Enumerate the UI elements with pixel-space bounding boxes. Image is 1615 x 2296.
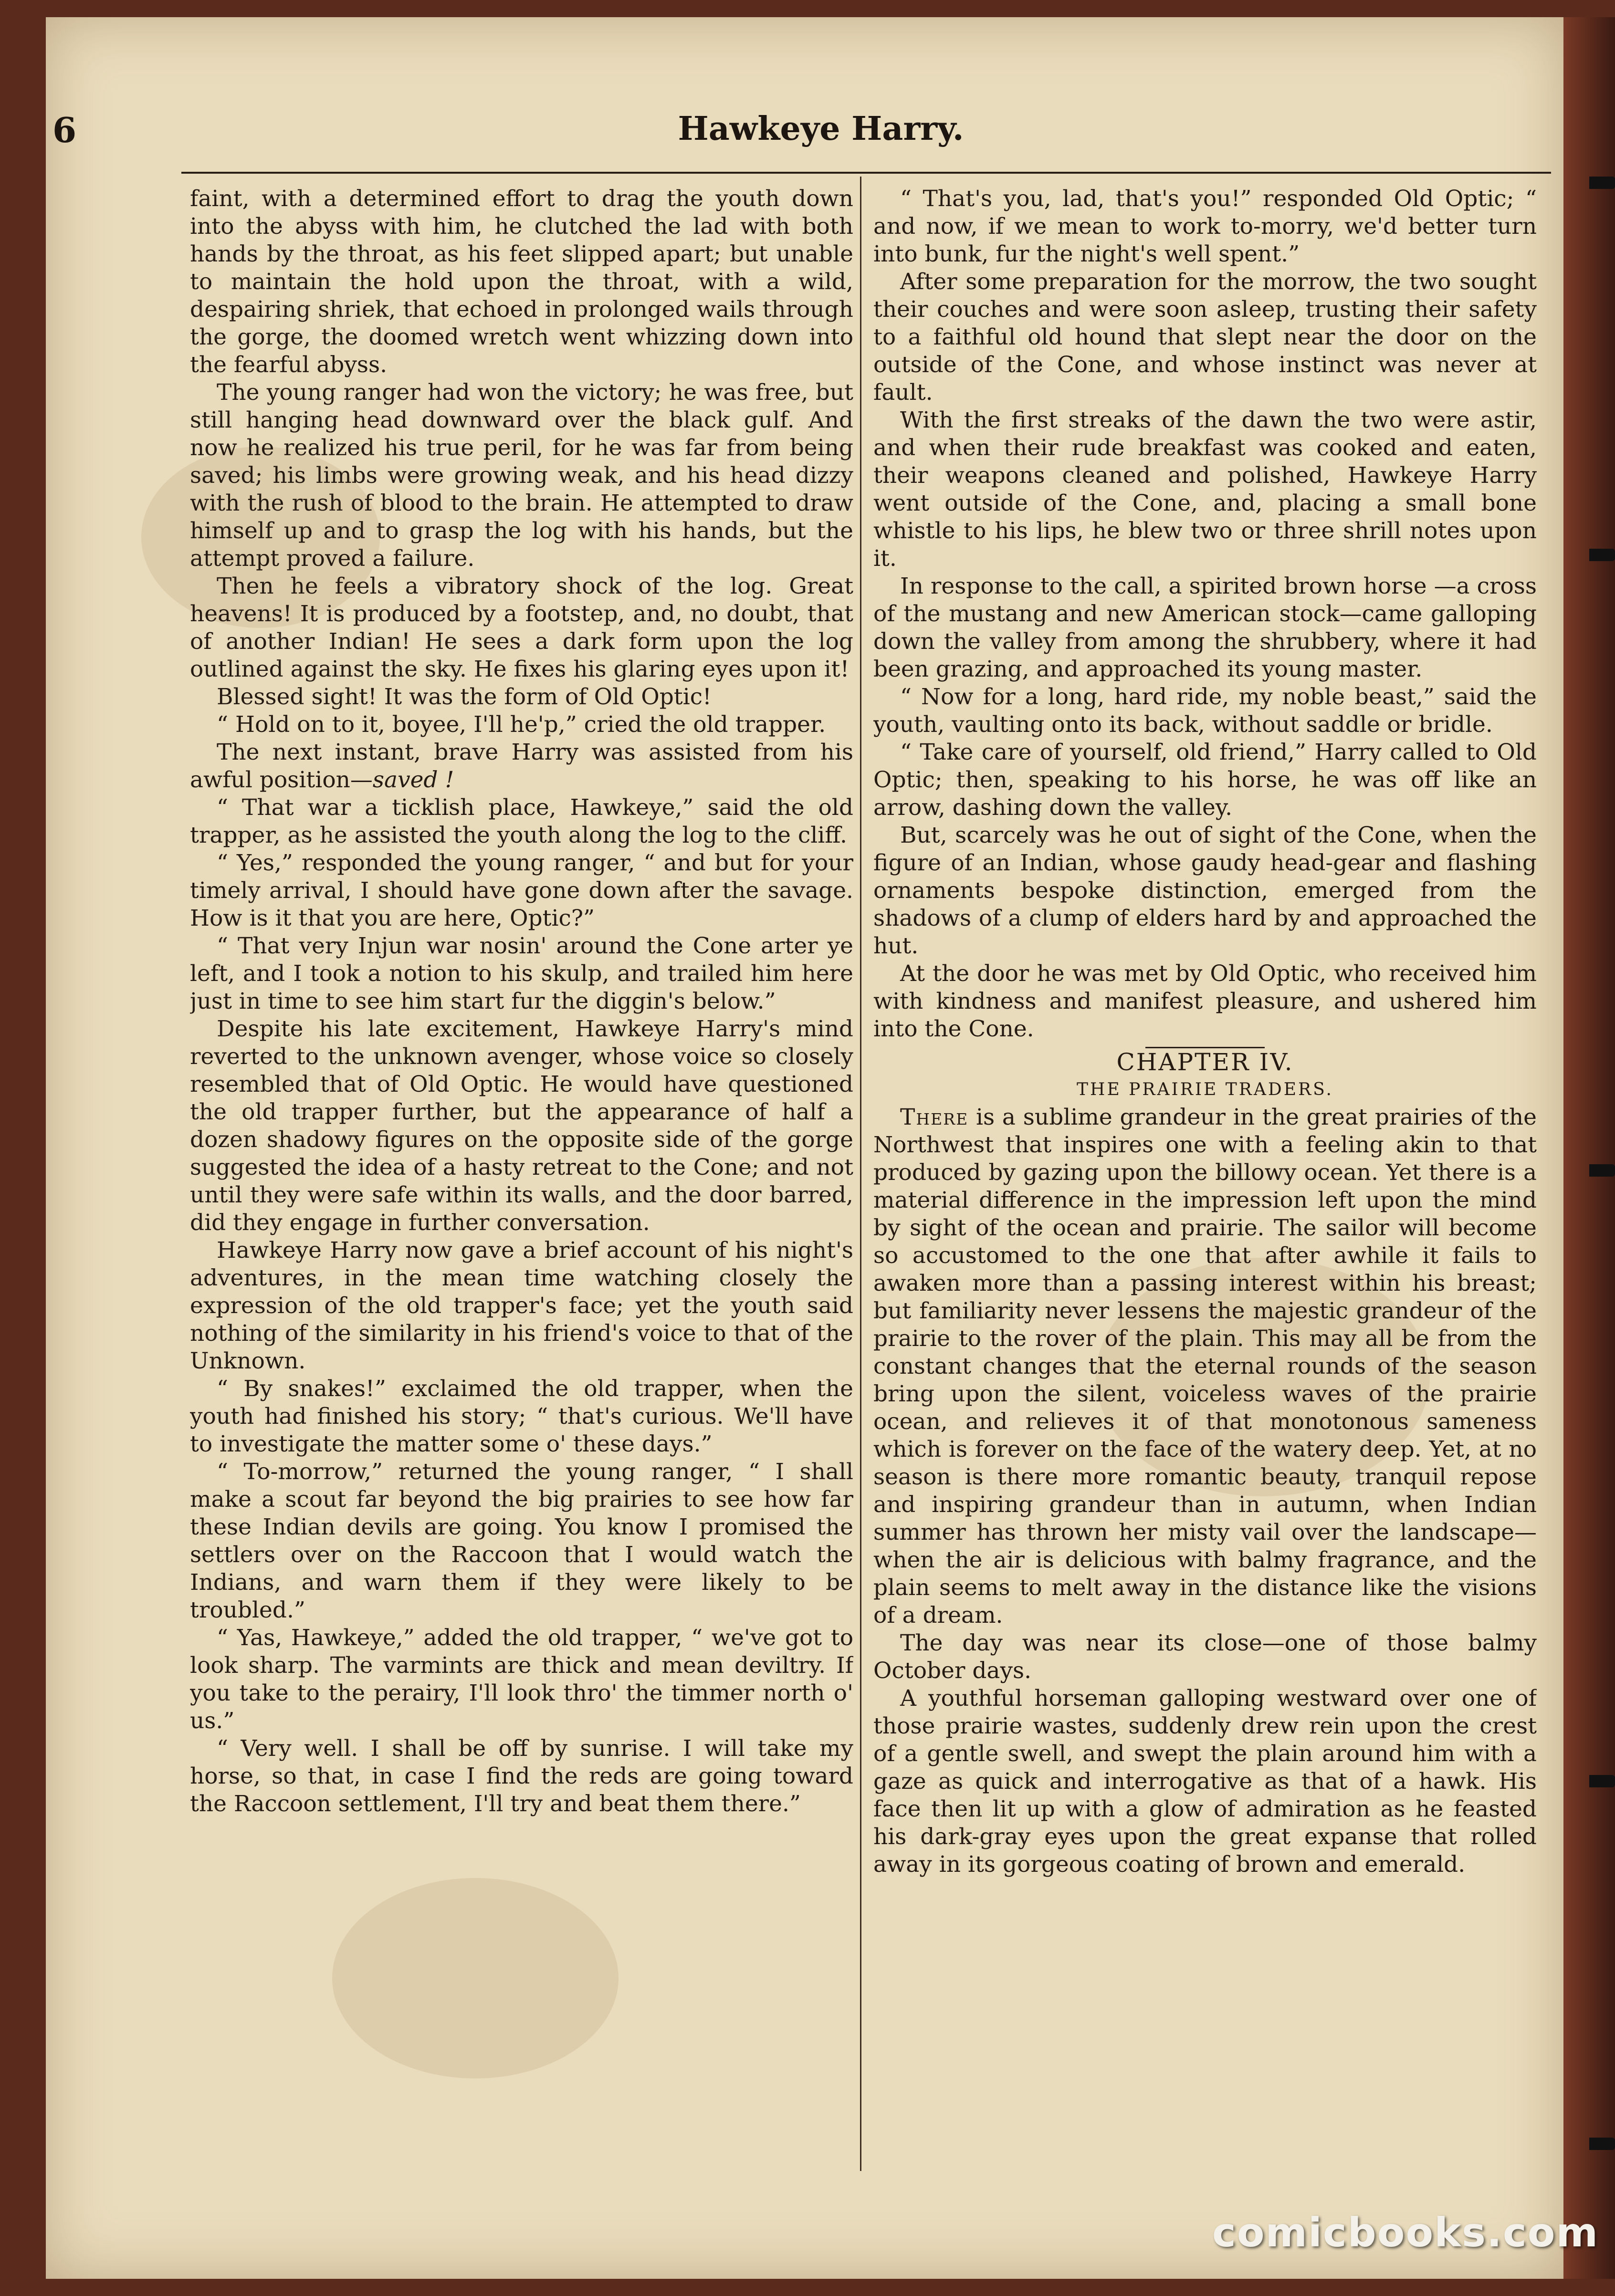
dropword: There bbox=[900, 1104, 969, 1130]
column-divider bbox=[860, 177, 861, 2171]
paragraph: “ Yas, Hawkeye,” added the old trapper, “ we've got to look sharp. The varmints are thick and mean deviltry. If you take to the perairy, I'll look thro' the timmer north o' us.” bbox=[190, 1625, 853, 1734]
paragraph: “ Now for a long, hard ride, my noble beast,” said the youth, vaulting onto its back, without saddle or bridle. bbox=[873, 684, 1537, 738]
header-rule bbox=[181, 172, 1551, 174]
paragraph bbox=[190, 739, 853, 794]
watermark-logo: comicbooks.com bbox=[1212, 2209, 1599, 2256]
paragraph: “ Very well. I shall be off by sunrise. I will take my horse, so that, in case I find the reds are going toward the Raccoon settlement, I'll try and beat them there.” bbox=[190, 1735, 853, 1817]
binding-edge bbox=[1563, 17, 1615, 2279]
left-column bbox=[190, 185, 853, 2194]
paragraph: “ That war a ticklish place, Hawkeye,” said the old trapper, as he assisted the youth along the log to the cliff. bbox=[190, 794, 853, 848]
paragraph: faint, with a determined effort to drag the youth down into the abyss with him, he clutched the lad with both hands by the throat, as his feet slipped apart; but unable to maintain the hold upon the throat, with a wild, despairing shriek, that echoed in prolonged wails through the gorge, the doomed wretch went whizzing down into the fearful abyss. bbox=[190, 186, 853, 378]
paragraph: A youthful horseman galloping westward over one of those prairie wastes, suddenly drew rein upon the crest of a gentle swell, and swept the plain around him with a gaze as quick and interrogative as that of a hawk. His face then lit up with a glow of admiration as he feasted his dark-gray eyes upon the great expanse that rolled away in its gorgeous coating of brown and emerald. bbox=[873, 1685, 1537, 1878]
paragraph bbox=[873, 1104, 1537, 1629]
paragraph: At the door he was met by Old Optic, who received him with kindness and manifest pleasure, and ushered him into the Cone. bbox=[873, 960, 1537, 1042]
paragraph: In response to the call, a spirited brown horse —a cross of the mustang and new American stock—came galloping down the valley from among the shrubbery, where it had been grazing, and approached its young master. bbox=[873, 573, 1537, 682]
paragraph-text: is a sublime grandeur in the great prairies of the Northwest that inspires one with a feeling akin to that produced by gazing upon the billowy ocean. Yet there is a material difference in the impression left upon the mind by sight of the ocean and prairie. The sailor will become so accustomed to the one that after awhile it fails to awaken more than a passing interest within his breast; but familiarity never lessens the majestic grandeur of the prairie to the rover of the plain. This may all be from the constant changes that the eternal rounds of the season bring upon the silent, voiceless waves of the prairie ocean, and relieves it of that monotonous sameness which is forever on the face of the watery deep. Yet, at no season is there more romantic beauty, tranquil repose and inspiring grandeur than in autumn, when Indian summer has thrown her misty vail over the landscape—when the air is delicious with balmy fragrance, and the plain seems to melt away in the distance like the visions of a dream. bbox=[873, 1104, 1537, 1628]
running-title: Hawkeye Harry. bbox=[678, 110, 964, 148]
paragraph: Despite his late excitement, Hawkeye Harry's mind reverted to the unknown avenger, whose voice so closely resembled that of Old Optic. He would have questioned the old trapper further, but the appearance of half a dozen shadowy figures on the opposite side of the gorge suggested the idea of a hasty retreat to the Cone; and not until they were safe within its walls, and the door barred, did they engage in further conversation. bbox=[190, 1016, 853, 1236]
paragraph: “ Hold on to it, boyee, I'll he'p,” cried the old trapper. bbox=[217, 711, 826, 738]
chapter-heading: CHAPTER IV. bbox=[1116, 1048, 1294, 1076]
paragraph: Blessed sight! It was the form of Old Optic! bbox=[217, 684, 712, 710]
paragraph: Hawkeye Harry now gave a brief account of his night's adventures, in the mean time watching closely the expression of the old trapper's face; yet the youth said nothing of the similarity in his friend's voice to that of the Unknown. bbox=[190, 1237, 853, 1374]
paragraph: After some preparation for the morrow, the two sought their couches and were soon asleep, trusting their safety to a faithful old hound that slept near the door on the outside of the Cone, and whose instinct was never at fault. bbox=[873, 269, 1537, 406]
paragraph: The young ranger had won the victory; he was free, but still hanging head downward over the black gulf. And now he realized his true peril, for he was far from being saved; his limbs were growing weak, and his head dizzy with the rush of blood to the brain. He attempted to draw himself up and to grasp the log with his hands, but the attempt proved a failure. bbox=[190, 379, 853, 572]
paragraph: “ That very Injun war nosin' around the Cone arter ye left, and I took a notion to his skulp, and trailed him here just in time to see him start fur the diggin's below.” bbox=[190, 933, 853, 1014]
paragraph: “ To-morrow,” returned the young ranger, “ I shall make a scout far beyond the big prairies to see how far these Indian devils are going. You know I promised the settlers over on the Raccoon that I would watch the Indians, and warn them if they were likely to be troubled.” bbox=[190, 1459, 853, 1623]
italic-text: saved ! bbox=[372, 767, 454, 793]
paragraph: But, scarcely was he out of sight of the Cone, when the figure of an Indian, whose gaudy head-gear and flashing ornaments bespoke distinction, emerged from the shadows of a clump of elders hard by and approached the hut. bbox=[873, 822, 1537, 959]
paragraph: “ Yes,” responded the young ranger, “ and but for your timely arrival, I should have gone down after the savage. How is it that you are here, Optic?” bbox=[190, 850, 853, 931]
chapter-subheading: THE PRAIRIE TRADERS. bbox=[1077, 1080, 1333, 1099]
right-column bbox=[873, 185, 1537, 2194]
paragraph: “ By snakes!” exclaimed the old trapper, when the youth had finished his story; “ that's curious. We'll have to investigate the matter some o' these days.” bbox=[190, 1376, 853, 1457]
paragraph: The day was near its close—one of those balmy October days. bbox=[873, 1630, 1537, 1684]
paragraph: “ Take care of yourself, old friend,” Harry called to Old Optic; then, speaking to his horse, he was off like an arrow, dashing down the valley. bbox=[873, 739, 1537, 821]
paragraph: With the first streaks of the dawn the two were astir, and when their rude breakfast was cooked and eaten, their weapons cleaned and polished, Hawkeye Harry went outside of the Cone, and, placing a small bone whistle to his lips, he blew two or three shrill notes upon it. bbox=[873, 407, 1537, 572]
paragraph-text: The next instant, brave Harry was assisted from his awful position— bbox=[190, 739, 853, 793]
page-number: 6 bbox=[52, 110, 77, 150]
paragraph: Then he feels a vibratory shock of the log. Great heavens! It is produced by a footstep, and, no doubt, that of another Indian! He sees a dark form upon the log outlined against the sky. He fixes his glaring eyes upon it! bbox=[190, 573, 853, 682]
paragraph: “ That's you, lad, that's you!” responded Old Optic; “ and now, if we mean to work to-morry, we'd better turn into bunk, fur the night's well spent.” bbox=[873, 186, 1537, 267]
